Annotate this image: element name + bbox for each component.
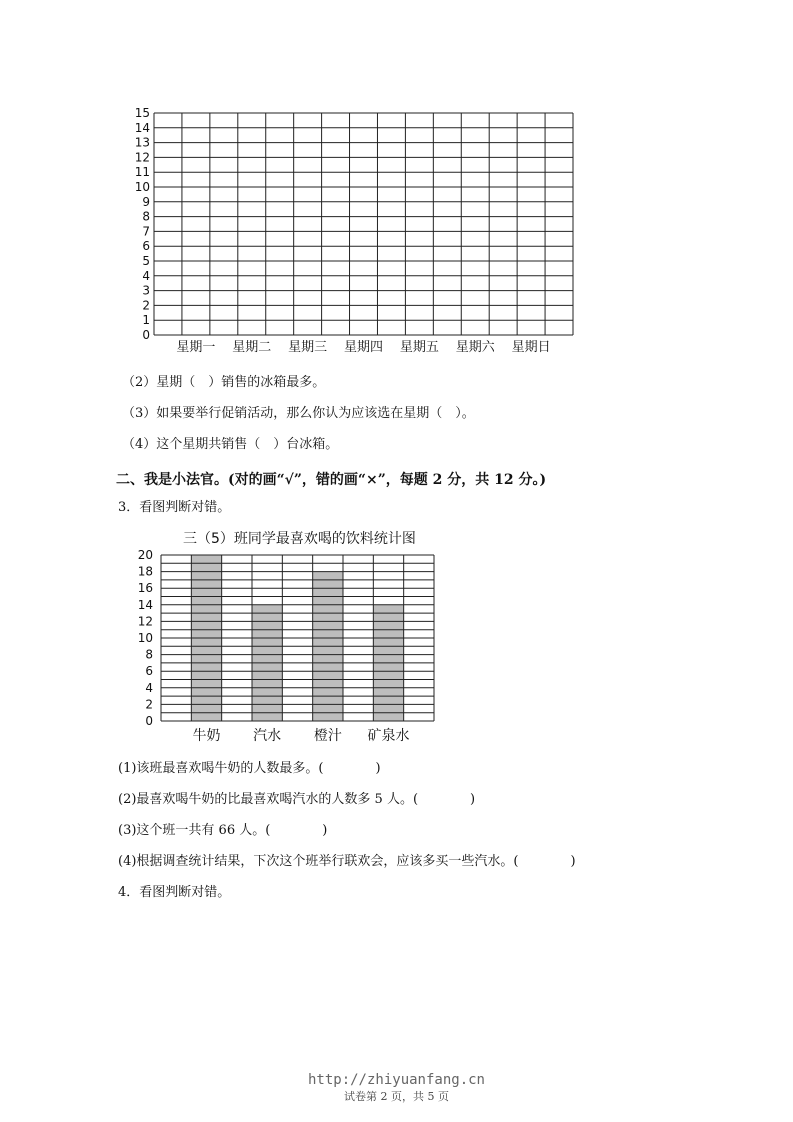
x-axis-label: 星期六 bbox=[455, 340, 495, 355]
y-tick-label: 13 bbox=[134, 135, 150, 150]
x-axis-label: 牛奶 bbox=[192, 728, 221, 744]
statement-3: (3)这个班一共有 66 人。( ) bbox=[118, 823, 328, 838]
page-footer: 试卷第 2 页，共 5 页 bbox=[344, 1090, 449, 1103]
y-axis-tick-labels bbox=[138, 548, 153, 728]
statement-1: (1)该班最喜欢喝牛奶的人数最多。( ) bbox=[118, 761, 381, 776]
y-tick-label: 4 bbox=[142, 268, 150, 283]
y-tick-label: 7 bbox=[142, 224, 150, 239]
blank-grid-chart bbox=[130, 105, 590, 361]
y-tick-label: 6 bbox=[142, 239, 150, 254]
section-2-title: 二、我是小法官。(对的画“√”，错的画“×”，每题 2 分，共 12 分。) bbox=[116, 472, 547, 488]
y-tick-label: 0 bbox=[142, 328, 150, 342]
watermark: http://zhiyuanfang.cn bbox=[307, 1072, 485, 1088]
x-axis-label: 星期三 bbox=[288, 340, 328, 355]
x-axis-label: 星期日 bbox=[511, 340, 551, 355]
y-tick-label: 11 bbox=[134, 165, 150, 180]
x-axis-label: 星期五 bbox=[399, 340, 439, 355]
y-tick-label: 8 bbox=[145, 647, 153, 662]
x-axis-label: 汽水 bbox=[253, 728, 282, 744]
q3-prompt: 3．看图判断对错。 bbox=[118, 500, 231, 515]
statement-4: (4)根据调查统计结果，下次这个班举行联欢会，应该多买一些汽水。( ) bbox=[118, 854, 576, 869]
y-tick-label: 2 bbox=[142, 298, 150, 313]
question-3: （3）如果要举行促销活动，那么你认为应该选在星期（ ）。 bbox=[122, 406, 475, 421]
y-tick-label: 3 bbox=[142, 283, 150, 298]
y-tick-label: 14 bbox=[137, 597, 153, 612]
y-tick-label: 0 bbox=[145, 714, 153, 728]
grid-lines bbox=[161, 555, 434, 721]
y-tick-label: 12 bbox=[134, 150, 150, 165]
y-tick-label: 14 bbox=[134, 120, 150, 135]
y-tick-label: 12 bbox=[137, 614, 153, 629]
x-axis-label: 橙汁 bbox=[313, 728, 342, 744]
y-tick-label: 1 bbox=[142, 313, 150, 328]
y-tick-label: 18 bbox=[137, 564, 153, 579]
y-tick-label: 2 bbox=[145, 697, 153, 712]
x-axis-labels bbox=[193, 727, 410, 744]
y-tick-label: 10 bbox=[137, 631, 153, 645]
question-2: （2）星期（ ）销售的冰箱最多。 bbox=[122, 375, 326, 390]
y-tick-label: 6 bbox=[145, 664, 153, 679]
x-axis-label: 星期四 bbox=[343, 340, 384, 355]
grid-lines bbox=[154, 113, 573, 335]
y-tick-label: 15 bbox=[134, 106, 150, 120]
y-tick-label: 20 bbox=[137, 548, 153, 562]
y-tick-label: 16 bbox=[137, 581, 153, 596]
x-axis-label: 星期一 bbox=[176, 340, 216, 355]
y-tick-label: 5 bbox=[142, 254, 150, 268]
q4-prompt: 4．看图判断对错。 bbox=[118, 885, 231, 900]
question-4: （4）这个星期共销售（ ）台冰箱。 bbox=[122, 437, 339, 452]
statement-2: (2)最喜欢喝牛奶的比最喜欢喝汽水的人数多 5 人。( ) bbox=[118, 792, 476, 807]
y-tick-label: 9 bbox=[142, 194, 150, 209]
drink-bar-chart bbox=[125, 525, 445, 750]
x-axis-labels bbox=[176, 340, 550, 355]
y-tick-label: 4 bbox=[145, 680, 153, 695]
x-axis-label: 星期二 bbox=[232, 340, 272, 355]
y-tick-label: 10 bbox=[134, 180, 150, 194]
y-tick-label: 8 bbox=[142, 209, 150, 224]
x-axis-label: 矿泉水 bbox=[367, 728, 410, 744]
y-axis-tick-labels bbox=[135, 106, 150, 342]
chart-title: 三（5）班同学最喜欢喝的饮料统计图 bbox=[183, 531, 416, 547]
